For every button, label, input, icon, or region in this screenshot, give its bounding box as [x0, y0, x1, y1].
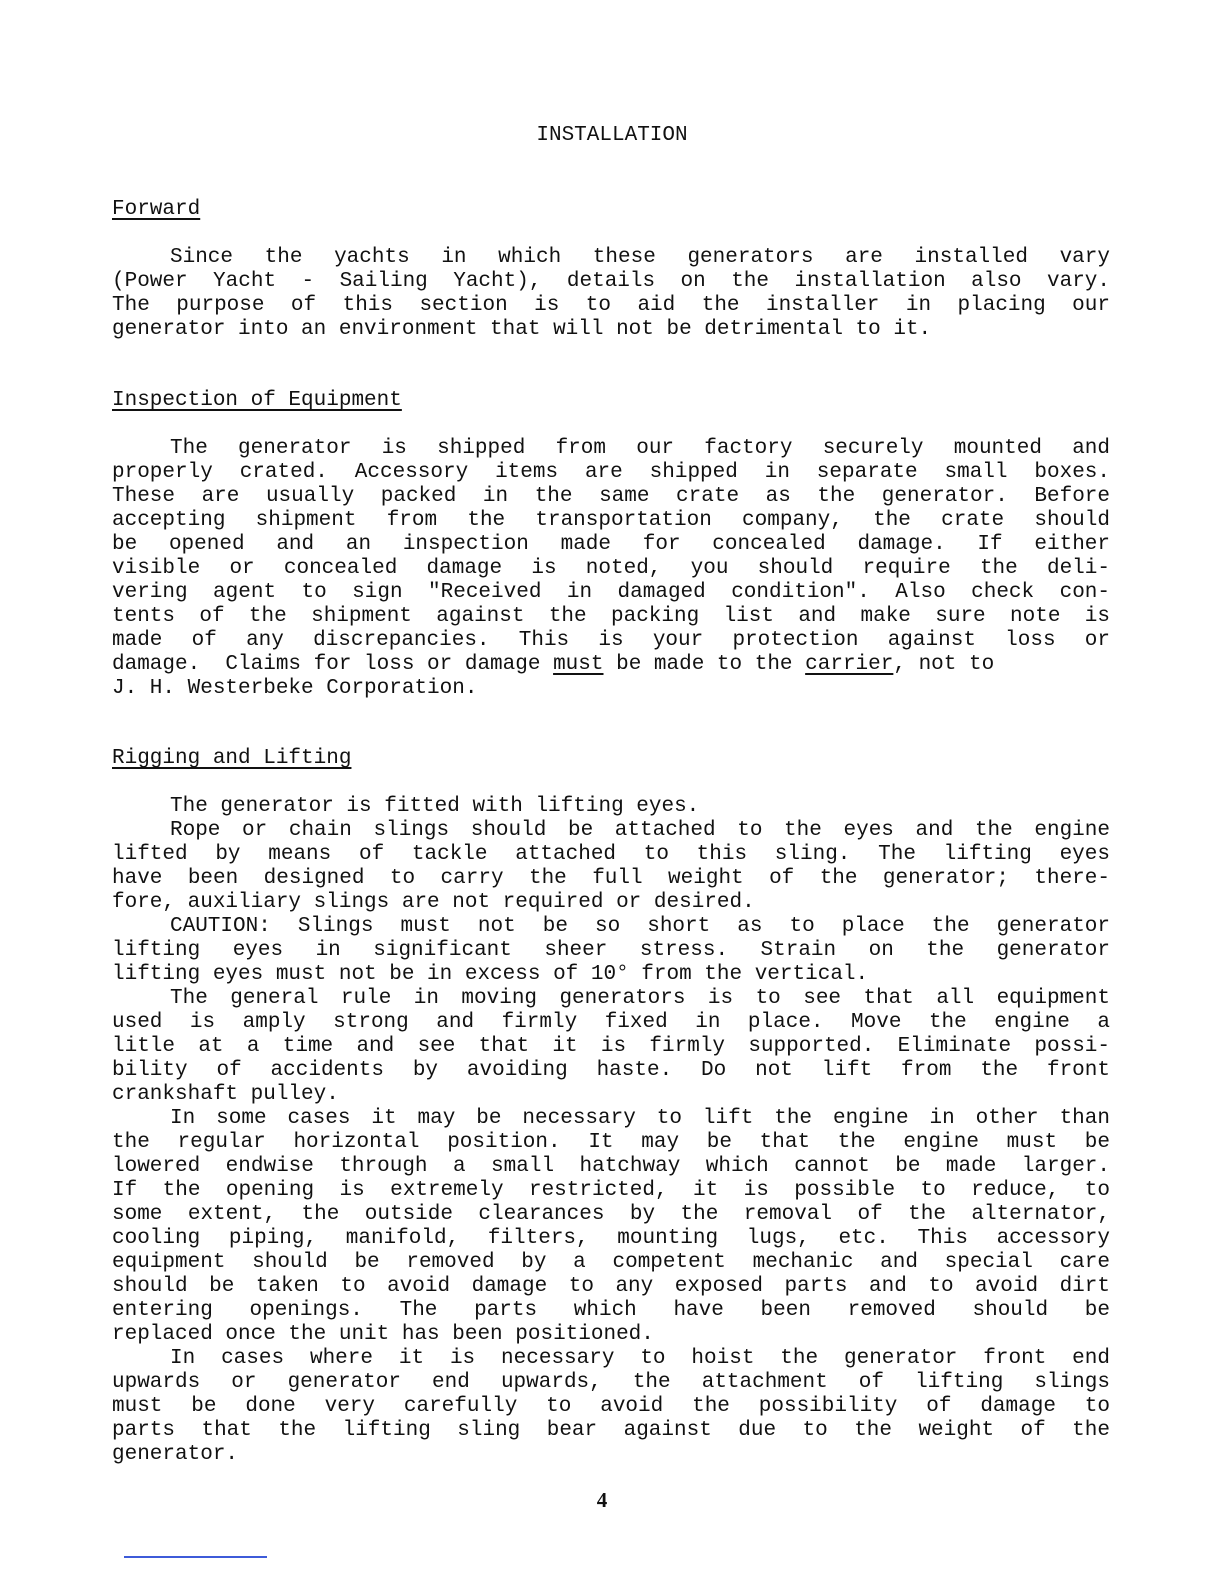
section-heading-inspection: Inspection of Equipment — [112, 389, 402, 412]
text-line: The generator is fitted with lifting eyes. — [170, 795, 700, 818]
text-line: lifting eyes in significant sheer stress. Strain on the generator — [112, 939, 1110, 962]
text-line: The generator is shipped from our factory securely mounted and — [170, 437, 1110, 460]
text-line: upwards or generator end upwards, the attachment of lifting slings — [112, 1371, 1110, 1394]
section-heading-rigging: Rigging and Lifting — [112, 747, 352, 770]
text-line: should be taken to avoid damage to any exposed parts and to avoid dirt — [112, 1275, 1110, 1298]
rigging-paragraphs — [112, 795, 1110, 1467]
text-line: generator into an environment that will not be detrimental to it. — [112, 318, 932, 341]
text-line: visible or concealed damage is noted, you should require the deli- — [112, 557, 1110, 580]
text-line: used is amply strong and firmly fixed in place. Move the engine a — [112, 1011, 1110, 1034]
text-line: parts that the lifting sling bear against due to the weight of the — [112, 1419, 1110, 1442]
text-line: vering agent to sign "Received in damaged condition". Also check con- — [112, 581, 1110, 604]
text-fragment: damage. Claims for loss or damage — [112, 653, 554, 676]
text-line: properly crated. Accessory items are shipped in separate small boxes. — [112, 461, 1110, 484]
text-line: crankshaft pulley. — [112, 1083, 339, 1106]
text-line: In some cases it may be necessary to lift the engine in other than — [170, 1107, 1110, 1130]
text-line: generator. — [112, 1443, 239, 1466]
text-line: the regular horizontal position. It may be that the engine must be — [112, 1131, 1110, 1154]
text-line: Since the yachts in which these generators are installed vary — [170, 246, 1110, 269]
text-line: lifting eyes must not be in excess of 10° from the vertical. — [112, 963, 869, 986]
text-line: have been designed to carry the full weight of the generator; there- — [112, 867, 1110, 890]
text-line: fore, auxiliary slings are not required or desired. — [112, 891, 755, 914]
emphasis-carrier: carrier — [805, 653, 894, 676]
page-number: 4 — [596, 1488, 608, 1512]
text-line: be opened and an inspection made for concealed damage. If either — [112, 533, 1110, 556]
text-line: equipment should be removed by a competent mechanic and special care — [112, 1251, 1110, 1274]
text-line: lifted by means of tackle attached to this sling. The lifting eyes — [112, 843, 1110, 866]
text-line: accepting shipment from the transportation company, the crate should — [112, 509, 1110, 532]
text-line: If the opening is extremely restricted, it is possible to reduce, to — [112, 1179, 1110, 1202]
text-line: Rope or chain slings should be attached to the eyes and the engine — [170, 819, 1110, 842]
text-line: must be done very carefully to avoid the possibility of damage to — [112, 1395, 1110, 1418]
text-fragment: be made to the — [603, 653, 806, 676]
forward-paragraph — [112, 246, 1110, 342]
text-line: replaced once the unit has been positioned. — [112, 1323, 654, 1346]
text-line: cooling piping, manifold, filters, mounting lugs, etc. This accessory — [112, 1227, 1110, 1250]
section-heading-forward: Forward — [112, 198, 201, 221]
text-line: bility of accidents by avoiding haste. Do not lift from the front — [112, 1059, 1110, 1082]
text-line: The general rule in moving generators is to see that all equipment — [170, 987, 1110, 1010]
text-line: litle at a time and see that it is firmly supported. Eliminate possi- — [112, 1035, 1110, 1058]
emphasis-must: must — [553, 653, 604, 676]
caution-line: CAUTION: Slings must not be so short as to place the generator — [170, 915, 1110, 938]
footer-divider — [124, 1556, 267, 1558]
text-line: made of any discrepancies. This is your protection against loss or — [112, 629, 1110, 652]
inspection-paragraph — [112, 437, 1110, 701]
text-line: J. H. Westerbeke Corporation. — [112, 677, 478, 700]
text-line: some extent, the outside clearances by the removal of the alternator, — [112, 1203, 1110, 1226]
text-line: In cases where it is necessary to hoist the generator front end — [170, 1347, 1110, 1370]
text-line: tents of the shipment against the packing list and make sure note is — [112, 605, 1110, 628]
page-title: INSTALLATION — [536, 124, 688, 147]
text-line-mixed — [112, 653, 1110, 677]
text-line: The purpose of this section is to aid the installer in placing our — [112, 294, 1110, 317]
text-fragment: , not to — [893, 653, 995, 676]
text-line: (Power Yacht - Sailing Yacht), details on the installation also vary. — [112, 270, 1110, 293]
text-line: These are usually packed in the same crate as the generator. Before — [112, 485, 1110, 508]
text-line: lowered endwise through a small hatchway which cannot be made larger. — [112, 1155, 1110, 1178]
text-line: entering openings. The parts which have been removed should be — [112, 1299, 1110, 1322]
